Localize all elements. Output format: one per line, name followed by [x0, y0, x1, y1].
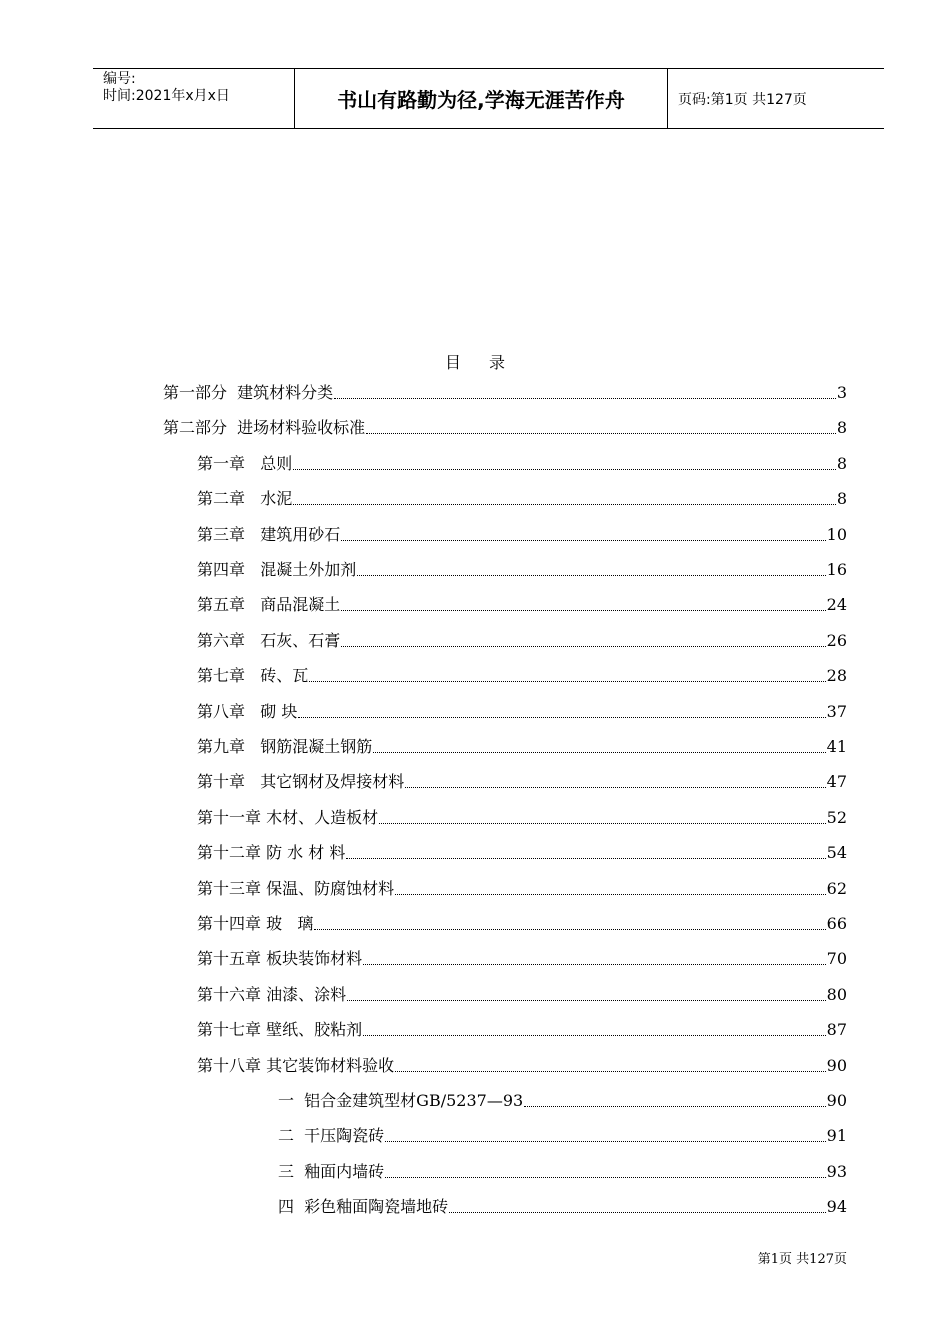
header-motto: [295, 69, 668, 128]
toc-entry[interactable]: [197, 592, 847, 616]
motto-text: 书山有路勤为径,学海无涯苦作舟: [337, 88, 625, 112]
toc-entry-page: 8: [836, 489, 847, 509]
toc-entry[interactable]: [278, 1194, 847, 1218]
toc-entry-leader: [379, 822, 826, 824]
toc-entry-label: 第四章 混凝土外加剂: [197, 560, 357, 579]
toc-entry-page: 90: [826, 1055, 847, 1075]
toc-entry[interactable]: [197, 663, 847, 687]
toc-entry-page: 87: [826, 1020, 847, 1040]
toc-entry-leader: [385, 1140, 825, 1142]
toc-entry[interactable]: [197, 840, 847, 864]
toc-entry-label: 第二章 水泥: [197, 489, 293, 509]
toc-entry-label: 第三章 建筑用砂石: [197, 524, 341, 544]
toc-entry[interactable]: [197, 1053, 847, 1077]
toc-entry-label: 四 彩色釉面陶瓷墙地砖: [278, 1197, 449, 1217]
toc-entry-label: 第十章 其它钢材及焊接材料: [197, 772, 405, 792]
toc-entry-leader: [449, 1211, 825, 1213]
header-time-label: 时间:2021年x月x日: [103, 88, 230, 104]
toc-entry[interactable]: [197, 699, 847, 723]
toc-entry[interactable]: [197, 805, 847, 829]
toc-entry-label: 三 釉面内墙砖: [278, 1161, 385, 1181]
toc-entry[interactable]: [278, 1159, 847, 1183]
toc-entry-page: 62: [826, 878, 847, 898]
toc-entry[interactable]: [197, 876, 847, 900]
toc-entry-page: 16: [826, 560, 847, 579]
toc-entry-leader: [524, 1105, 825, 1107]
toc-entry[interactable]: [197, 628, 847, 652]
toc-entry-label: 第十八章 其它装饰材料验收: [197, 1055, 395, 1075]
toc-title: [0, 350, 950, 373]
toc-entry-page: 94: [826, 1197, 847, 1217]
toc-entry-page: 90: [826, 1091, 847, 1110]
toc-entry-leader: [357, 574, 825, 576]
toc-entry[interactable]: [197, 769, 847, 793]
toc-entry-label: 第八章 砌 块: [197, 701, 298, 721]
page-footer: [758, 1248, 847, 1267]
toc-entry[interactable]: [163, 415, 847, 439]
toc-entry-page: 91: [826, 1126, 847, 1146]
toc-entry-leader: [373, 751, 825, 753]
toc-entry-page: 52: [826, 807, 847, 827]
toc-entry-label: 第一章 总则: [197, 453, 293, 473]
toc-entry-page: 80: [826, 984, 847, 1004]
toc-entry-label: 第九章 钢筋混凝土钢筋: [197, 737, 373, 756]
toc-entry-page: 3: [836, 383, 847, 402]
toc-entry-label: 第五章 商品混凝土: [197, 595, 341, 615]
toc-entry-leader: [347, 999, 826, 1001]
toc-entry-page: 41: [826, 737, 847, 756]
toc-entry[interactable]: [197, 734, 847, 758]
header-meta: [93, 69, 295, 128]
toc-entry[interactable]: [197, 486, 847, 510]
toc-entry-page: 28: [826, 666, 847, 686]
toc-entry-leader: [293, 503, 836, 505]
toc-entry[interactable]: [197, 557, 847, 581]
page-header: [93, 68, 884, 129]
toc-entry-leader: [405, 786, 825, 788]
toc-entry-leader: [346, 857, 825, 859]
toc-entry-leader: [385, 1176, 825, 1178]
toc-entry-leader: [395, 1070, 826, 1072]
toc-entry-page: 66: [826, 914, 847, 933]
toc-entry-page: 93: [826, 1161, 847, 1181]
toc-entry-page: 8: [836, 453, 847, 473]
toc-entry-page: 10: [826, 524, 847, 544]
toc-entry-label: 二 干压陶瓷砖: [278, 1126, 385, 1146]
toc-entry-label: 第二部分 进场材料验收标准: [163, 418, 366, 438]
toc-entry-page: 24: [826, 595, 847, 615]
toc-entry-label: 第十二章 防 水 材 料: [197, 843, 346, 863]
toc-entry-label: 第十一章 木材、人造板材: [197, 807, 379, 827]
toc-entry-page: 47: [826, 772, 847, 792]
header-number-label: 编号:: [103, 71, 136, 87]
toc-entry-leader: [395, 893, 826, 895]
toc-entry-page: 37: [826, 701, 847, 721]
toc-entry-leader: [366, 432, 836, 434]
toc-entry-leader: [341, 539, 825, 541]
toc-entry-leader: [341, 645, 825, 647]
toc-entry-label: 第六章 石灰、石膏: [197, 630, 341, 650]
toc-entry[interactable]: [197, 946, 847, 970]
page-code-text: 页码:第1页 共127页: [678, 91, 807, 108]
toc-entry-label: 第一部分 建筑材料分类: [163, 383, 334, 402]
toc-entry[interactable]: [197, 451, 847, 475]
toc-entry-leader: [363, 1034, 826, 1036]
toc-entry[interactable]: [197, 911, 847, 935]
toc-entry[interactable]: [278, 1123, 847, 1147]
toc-entry-page: 54: [826, 843, 847, 863]
toc-entry-leader: [298, 716, 825, 718]
toc-entry-label: 第十七章 壁纸、胶粘剂: [197, 1020, 363, 1040]
toc-entry-leader: [363, 963, 826, 965]
toc-title-char-2: 录: [489, 353, 506, 372]
toc-entry-label: 第十四章 玻 璃: [197, 914, 314, 933]
toc-entry[interactable]: [197, 982, 847, 1006]
toc-entry-leader: [334, 397, 836, 399]
toc-entry-page: 70: [826, 949, 847, 969]
footer-page-text: 第1页 共127页: [757, 1252, 847, 1267]
toc-entry[interactable]: [197, 1017, 847, 1041]
toc-entry[interactable]: [197, 522, 847, 546]
toc-entry-page: 26: [826, 630, 847, 650]
toc-title-char-1: 目: [444, 353, 461, 372]
toc-entry-leader: [341, 609, 825, 611]
toc-entry[interactable]: [278, 1088, 847, 1112]
toc-entry-label: 一 铝合金建筑型材GB/5237—93: [278, 1091, 524, 1110]
toc-entry-page: 8: [836, 418, 847, 438]
toc-entry-label: 第十六章 油漆、涂料: [197, 984, 347, 1004]
header-page-code: [668, 69, 884, 128]
toc-entry-leader: [314, 928, 825, 930]
toc-entry-label: 第十三章 保温、防腐蚀材料: [197, 878, 395, 898]
toc-entry-leader: [293, 468, 836, 470]
toc-entry-leader: [309, 680, 825, 682]
toc-entry-label: 第十五章 板块装饰材料: [197, 949, 363, 969]
toc-entry[interactable]: [163, 380, 847, 404]
toc-entry-label: 第七章 砖、瓦: [197, 666, 309, 686]
